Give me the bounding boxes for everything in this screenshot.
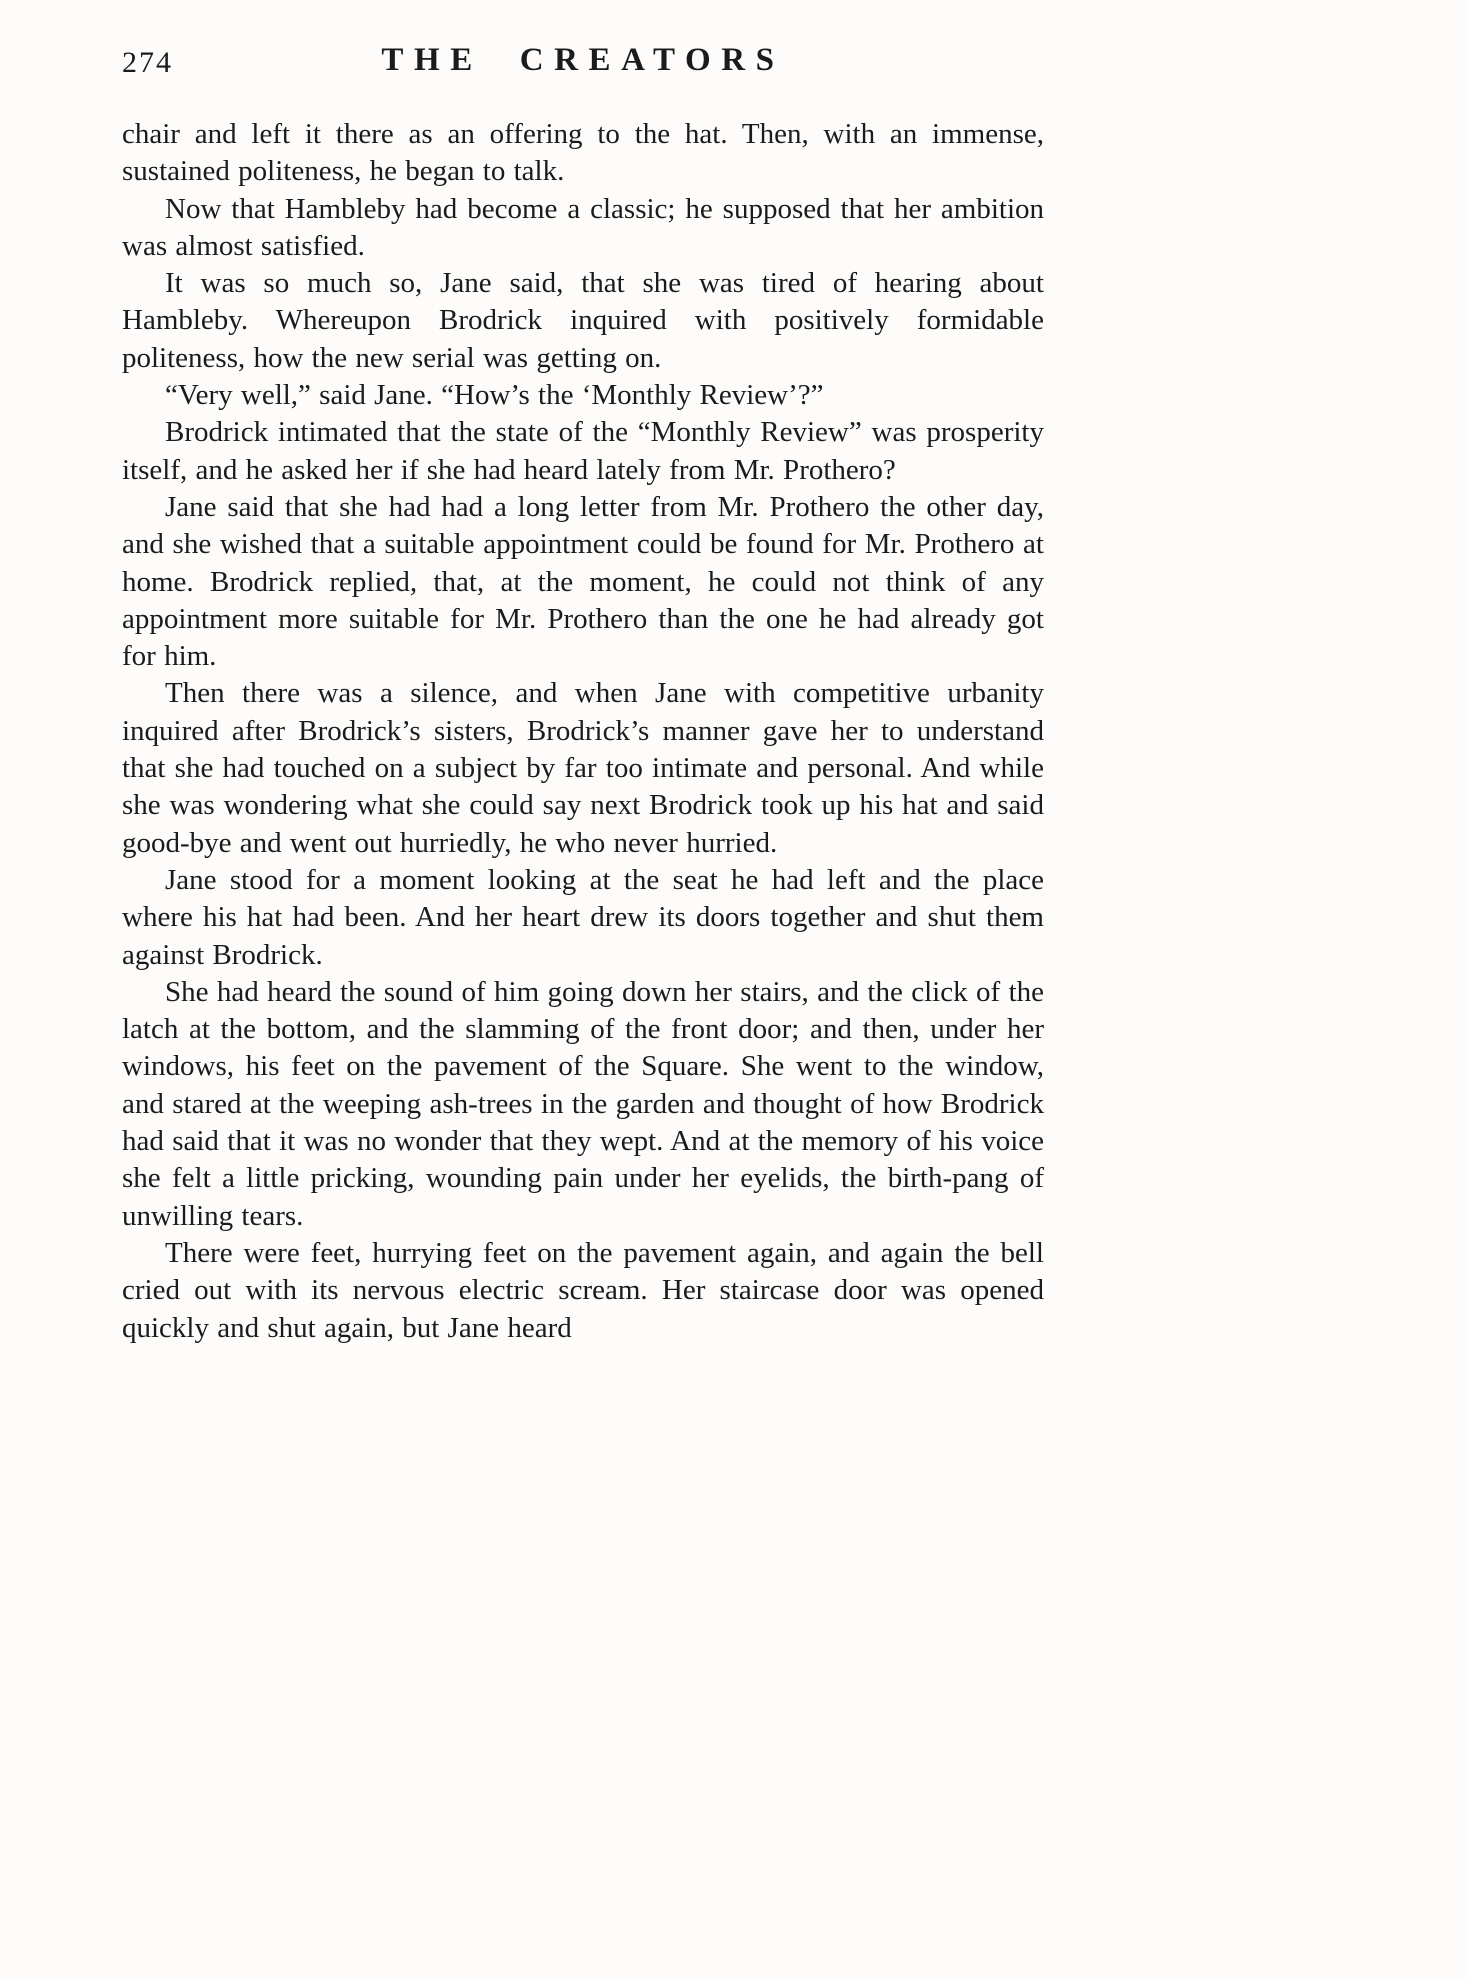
page-header [122, 42, 1044, 88]
body-text [122, 116, 1044, 1347]
paragraph: It was so much so, Jane said, that she was tired of hearing about Hambleby. Whereupon Brodrick inquired with positively formidable politeness, how the new serial was getting on. [122, 267, 1044, 374]
page-number: 274 [122, 46, 173, 79]
paragraph: Jane stood for a moment looking at the seat he had left and the place where his hat had been. And her heart drew its doors together and shut them against Brodrick. [122, 863, 1044, 971]
paragraph: chair and left it there as an offering to the hat. Then, with an immense, sustained politeness, he began to talk. [122, 118, 1044, 188]
paragraph: “Very well,” said Jane. “How’s the ‘Monthly Review’?” [165, 379, 824, 412]
paragraph: Jane said that she had had a long letter from Mr. Prothero the other day, and she wished that a suitable appointment could be found for Mr. Prothero at home. Brodrick replied, that, at the moment, he could not think of any appointment more suitable for Mr. Prothero than the one he had already got for him. [122, 490, 1044, 673]
paragraph: Brodrick intimated that the state of the “Monthly Review” was prosperity itself, and he asked her if she had heard lately from Mr. Prothero? [122, 416, 1044, 486]
paragraph: There were feet, hurrying feet on the pavement again, and again the bell cried out with its nervous electric scream. Her staircase door was opened quickly and shut again, but Jane heard [122, 1236, 1044, 1344]
running-title: THE CREATORS [381, 42, 785, 78]
text-block [122, 42, 1044, 1347]
paragraph: She had heard the sound of him going down her stairs, and the click of the latch at the bottom, and the slamming of the front door; and then, under her windows, his feet on the pavement of the Square. She went to the window, and stared at the weeping ash-trees in the garden and thought of how Brodrick had said that it was no wonder that they wept. And at the memory of his voice she felt a little pricking, wounding pain under her eyelids, the birth-pang of unwilling tears. [122, 975, 1044, 1232]
paragraph: Now that Hambleby had become a classic; he supposed that her ambition was almost satisfied. [122, 192, 1044, 262]
paragraph: Then there was a silence, and when Jane with competitive urbanity inquired after Brodrick’s sisters, Brodrick’s manner gave her to understand that she had touched on a subject by far too intimate and personal. And while she was wondering what she could say next Brodrick took up his hat and said good-bye and went out hurriedly, he who never hurried. [122, 677, 1044, 859]
